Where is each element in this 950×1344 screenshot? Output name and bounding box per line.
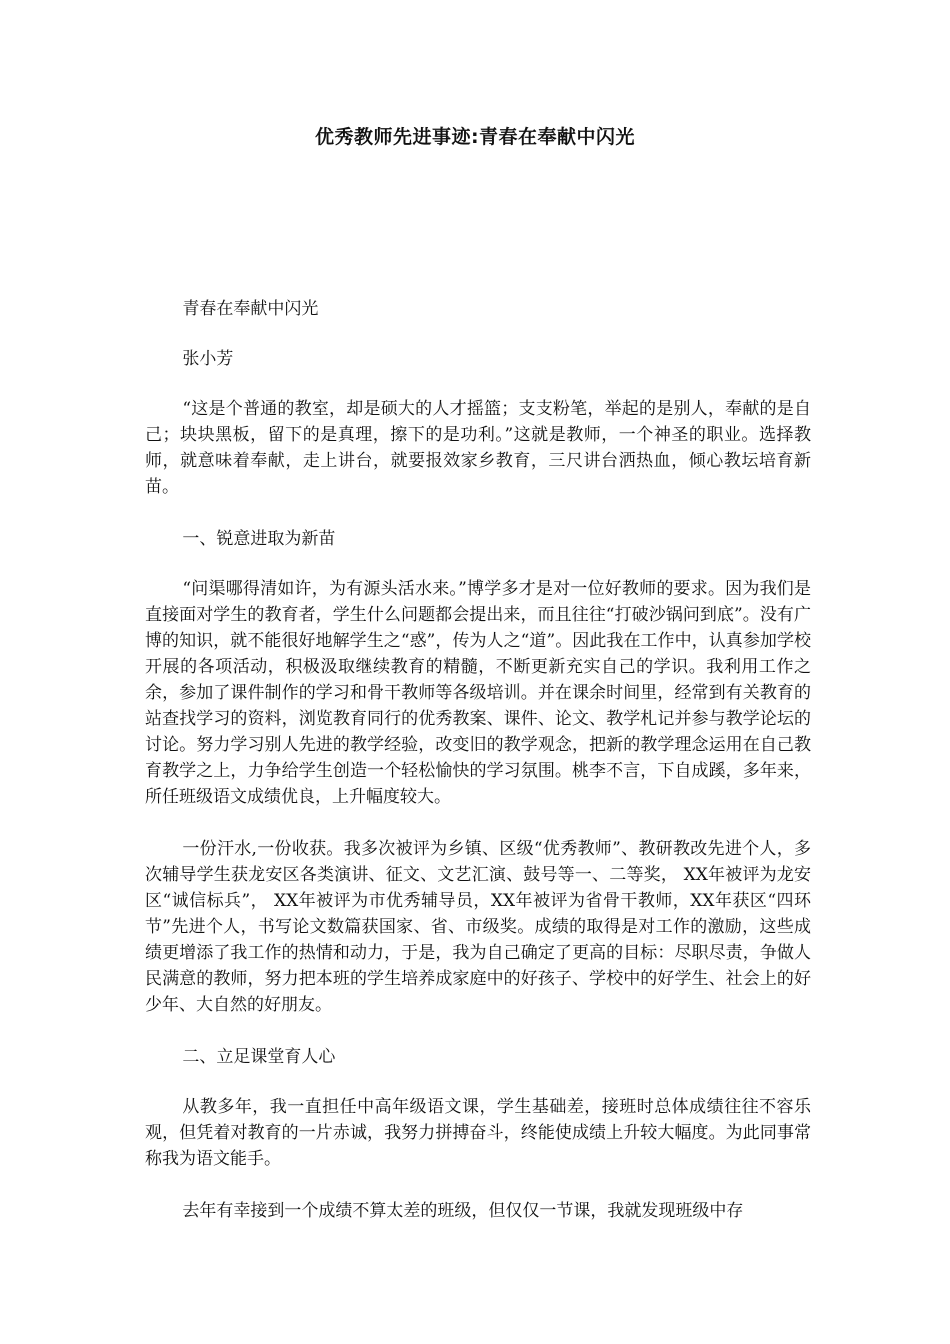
- paragraph-learning: “问渠哪得清如许，为有源头活水来。”博学多才是对一位好教师的要求。因为我们是直接面对学生的教育者，学生什么问题都会提出来，而且往往“打破沙锅问到底”。没有广博的知识，就不能很好地解学生之“惑”，传为人之“道”。因此我在工作中，认真参加学校开展的各项活动，积极汲取继续教育的精髓，不断更新充实自己的学识。我利用工作之余，参加了课件制作的学习和骨干教师等各级培训。并在课余时间里，经常到有关教育的站查找学习的资料，浏览教育同行的优秀教案、课件、论文、教学札记并参与教学论坛的讨论。努力学习别人先进的教学经验，改变旧的教学观念，把新的教学理念运用在自己教育教学之上，力争给学生创造一个轻松愉快的学习氛围。桃李不言，下自成蹊，多年来，所任班级语文成绩优良，上升幅度较大。: [145, 579, 811, 807]
- article-heading: 青春在奉献中闪光: [182, 299, 319, 319]
- paragraph-intro: “这是个普通的教室，却是硕大的人才摇篮；支支粉笔，举起的是别人，奉献的是自己；块块黑板，留下的是真理，擦下的是功利。”这就是教师，一个神圣的职业。选择教师，就意味着奉献，走上讲台，就要报效家乡教育，三尺讲台洒热血，倾心教坛培育新苗。: [145, 399, 811, 497]
- document-body: [145, 296, 811, 1250]
- paragraph-achievements: 一份汗水,一份收获。我多次被评为乡镇、区级“优秀教师”、教研教改先进个人，多次辅导学生获龙安区各类演讲、征文、文艺汇演、鼓号等一、二等奖， XX年被评为龙安区“诚信标兵”， XX年被评为市优秀辅导员，XX年被评为省骨干教师，XX年获区“四环节”先进个人，书写论文数篇获国家、省、市级奖。成绩的取得是对工作的激励，这些成绩更增添了我工作的热情和动力，于是，我为自己确定了更高的目标：尽职尽责，争做人民满意的教师，努力把本班的学生培养成家庭中的好孩子、学校中的好学生、社会上的好少年、大自然的好朋友。: [145, 839, 811, 1015]
- author-name: 张小芳: [182, 349, 234, 369]
- paragraph-teaching: 从教多年，我一直担任中高年级语文课，学生基础差，接班时总体成绩往往不容乐观，但凭着对教育的一片赤诚，我努力拼搏奋斗，终能使成绩上升较大幅度。为此同事常称我为语文能手。: [145, 1097, 811, 1169]
- section-heading-2: 二、立足课堂育人心: [182, 1047, 336, 1067]
- section-heading-1: 一、锐意进取为新苗: [182, 529, 336, 549]
- document-title: 优秀教师先进事迹:青春在奉献中闪光: [314, 126, 636, 148]
- paragraph-last-year: 去年有幸接到一个成绩不算太差的班级，但仅仅一节课，我就发现班级中存: [182, 1201, 744, 1221]
